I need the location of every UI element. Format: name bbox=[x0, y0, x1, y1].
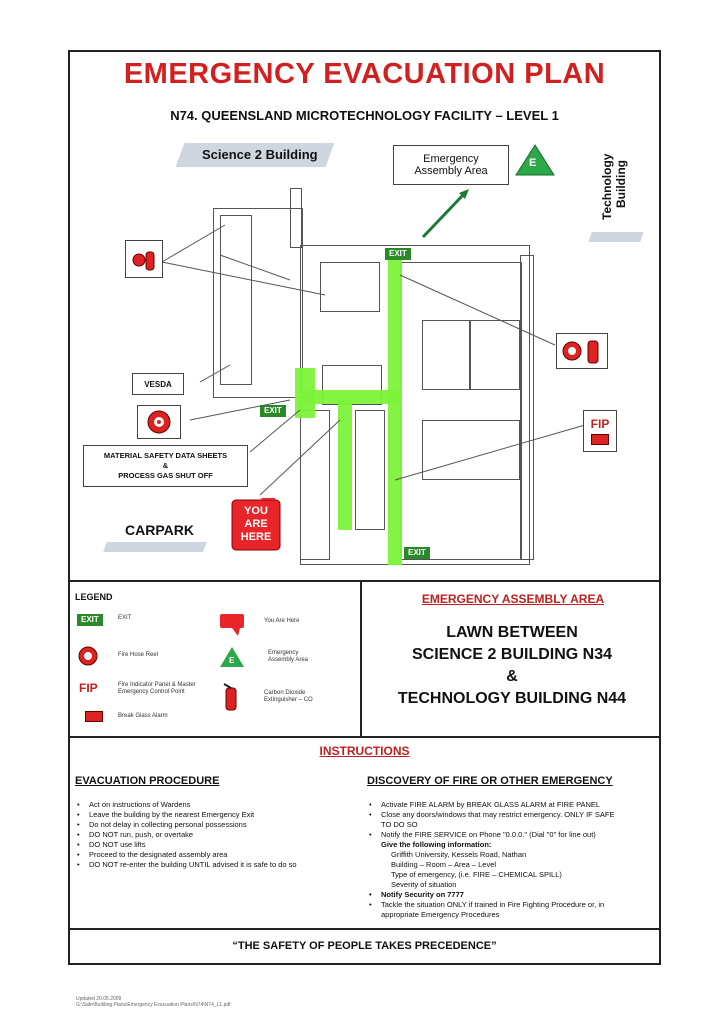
instructions-heading: INSTRUCTIONS bbox=[319, 744, 410, 758]
vesda-box bbox=[132, 373, 184, 395]
msds-box bbox=[83, 445, 248, 487]
legend-title: LEGEND bbox=[75, 592, 113, 602]
divider-legend-bottom bbox=[68, 736, 661, 738]
list-item: TO DO SO bbox=[381, 820, 418, 829]
assembly-line4: TECHNOLOGY BUILDING N44 bbox=[397, 690, 627, 707]
here-line: HERE bbox=[240, 531, 272, 543]
legend-fip-text bbox=[118, 682, 196, 696]
list-item: • Notify the FIRE SERVICE on Phone "0.0.0." (Dial "0" for line out) bbox=[367, 830, 659, 840]
assembly-line3: & bbox=[506, 668, 518, 685]
list-item: • Act on instructions of Wardens bbox=[75, 800, 355, 810]
footer-note bbox=[76, 996, 231, 1008]
list-item: • Notify Security on 7777 bbox=[367, 890, 659, 900]
legend-assembly-text bbox=[268, 650, 308, 664]
exit-sign-west: EXIT bbox=[260, 405, 286, 417]
list-item: Building – Room – Area – Level bbox=[391, 860, 497, 869]
you-are-here-label bbox=[230, 505, 282, 544]
assembly-line2: SCIENCE 2 BUILDING N34 bbox=[411, 646, 613, 663]
fire-hose-extinguisher-icon bbox=[560, 337, 604, 365]
discovery-list bbox=[367, 800, 659, 920]
legend-you-are-here-icon bbox=[218, 612, 246, 638]
footer-line1: Updated 20.05.2009 bbox=[76, 996, 122, 1002]
legend-assembly-line1: Emergency bbox=[268, 650, 299, 656]
plan-subtitle: N74. QUEENSLAND MICROTECHNOLOGY FACILITY – LEVEL 1 bbox=[170, 108, 559, 123]
assembly-area-box bbox=[393, 145, 509, 185]
assembly-symbol: E bbox=[529, 157, 537, 169]
list-item: • Proceed to the designated assembly area bbox=[75, 850, 355, 860]
legend-fire-hose-icon bbox=[77, 645, 99, 667]
list-item: Type of emergency, (i.e. FIRE – CHEMICAL SPILL) bbox=[391, 870, 562, 879]
extinguisher-box-nw bbox=[125, 240, 163, 278]
carpark-banner bbox=[103, 542, 207, 552]
technology-line1: Technology bbox=[600, 153, 614, 220]
msds-line3: PROCESS GAS SHUT OFF bbox=[118, 471, 213, 480]
assembly-line1: LAWN BETWEEN bbox=[446, 624, 578, 641]
fire-extinguisher-icon bbox=[131, 246, 157, 272]
list-item: appropriate Emergency Procedures bbox=[381, 910, 500, 919]
technology-building-label bbox=[600, 154, 628, 220]
list-item: • Activate FIRE ALARM by BREAK GLASS ALARM at FIRE PANEL bbox=[367, 800, 659, 810]
carpark-label: CARPARK bbox=[125, 522, 194, 538]
legend-you-are-here-text: You Are Here bbox=[264, 618, 300, 624]
list-item: • Close any doors/windows that may restrict emergency. ONLY IF SAFE bbox=[367, 810, 659, 820]
vesda-label: VESDA bbox=[144, 379, 172, 389]
extinguisher-box-east bbox=[556, 333, 608, 369]
are-line: ARE bbox=[244, 518, 268, 530]
divider-safety bbox=[68, 928, 661, 930]
divider-plan bbox=[68, 580, 661, 582]
safety-statement: “THE SAFETY OF PEOPLE TAKES PRECEDENCE” bbox=[232, 940, 497, 952]
list-item: Severity of situation bbox=[391, 880, 457, 889]
legend-exit-sign: EXIT bbox=[77, 614, 103, 626]
list-item: • Do not delay in collecting personal possessions bbox=[75, 820, 355, 830]
legend-assembly-symbol: E bbox=[229, 656, 235, 665]
legend-fire-hose-text: Fire Hose Reel bbox=[118, 652, 159, 658]
assembly-area-line2: Assembly Area bbox=[414, 165, 488, 177]
leader-lines bbox=[140, 220, 620, 550]
legend-break-glass-icon bbox=[85, 711, 103, 722]
legend-fip-line1: Fire Indicator Panel & Master bbox=[118, 682, 196, 688]
discovery-heading: DISCOVERY OF FIRE OR OTHER EMERGENCY bbox=[367, 775, 613, 787]
list-item: Griffith University, Kessels Road, Nathan bbox=[391, 850, 527, 859]
list-item: • Tackle the situation ONLY if trained in Fire Fighting Procedure or, in bbox=[367, 900, 659, 910]
exit-sign-south: EXIT bbox=[404, 547, 430, 559]
legend-fip-symbol: FIP bbox=[79, 681, 98, 695]
legend-break-glass-text: Break Glass Alarm bbox=[118, 713, 168, 719]
fip-label: FIP bbox=[590, 417, 610, 431]
fip-box bbox=[583, 410, 617, 452]
list-item: • Leave the building by the nearest Emergency Exit bbox=[75, 810, 355, 820]
plan-title: EMERGENCY EVACUATION PLAN bbox=[123, 58, 606, 90]
footer-line2: G:\Safe\Building Plans\Emergency Evacuation Plans\N74\N74_L1.pdf bbox=[76, 1002, 231, 1008]
list-item: • DO NOT use lifts bbox=[75, 840, 355, 850]
msds-line2: & bbox=[162, 461, 169, 470]
msds-line1: MATERIAL SAFETY DATA SHEETS bbox=[103, 451, 228, 460]
technology-line2: Building bbox=[614, 160, 628, 208]
you-line: YOU bbox=[244, 505, 268, 517]
legend-exit-text: EXIT bbox=[118, 615, 132, 621]
fire-hose-reel-icon bbox=[145, 408, 173, 436]
assembly-heading: EMERGENCY ASSEMBLY AREA bbox=[421, 592, 605, 606]
assembly-body bbox=[362, 622, 662, 710]
fire-hose-box bbox=[137, 405, 181, 439]
legend-co2-extinguisher-icon bbox=[220, 682, 242, 712]
evacuation-heading: EVACUATION PROCEDURE bbox=[75, 775, 220, 787]
list-item: Give the following information: bbox=[381, 840, 492, 849]
exit-sign-north: EXIT bbox=[385, 248, 411, 260]
legend-assembly-line2: Assembly Area bbox=[268, 657, 309, 663]
evacuation-list bbox=[75, 800, 355, 870]
list-item: • DO NOT run, push, or overtake bbox=[75, 830, 355, 840]
science-building-label: Science 2 Building bbox=[202, 147, 318, 162]
legend-co2-line1: Carbon Dioxide bbox=[264, 690, 306, 696]
legend-co2-text bbox=[264, 690, 313, 704]
assembly-area-line1: Emergency bbox=[423, 153, 479, 165]
legend-co2-line2: Extinguisher – CO bbox=[264, 697, 313, 703]
legend-fip-line2: Emergency Control Point bbox=[118, 689, 185, 695]
list-item: • DO NOT re-enter the building UNTIL advised it is safe to do so bbox=[75, 860, 355, 870]
break-glass-icon bbox=[591, 434, 609, 445]
